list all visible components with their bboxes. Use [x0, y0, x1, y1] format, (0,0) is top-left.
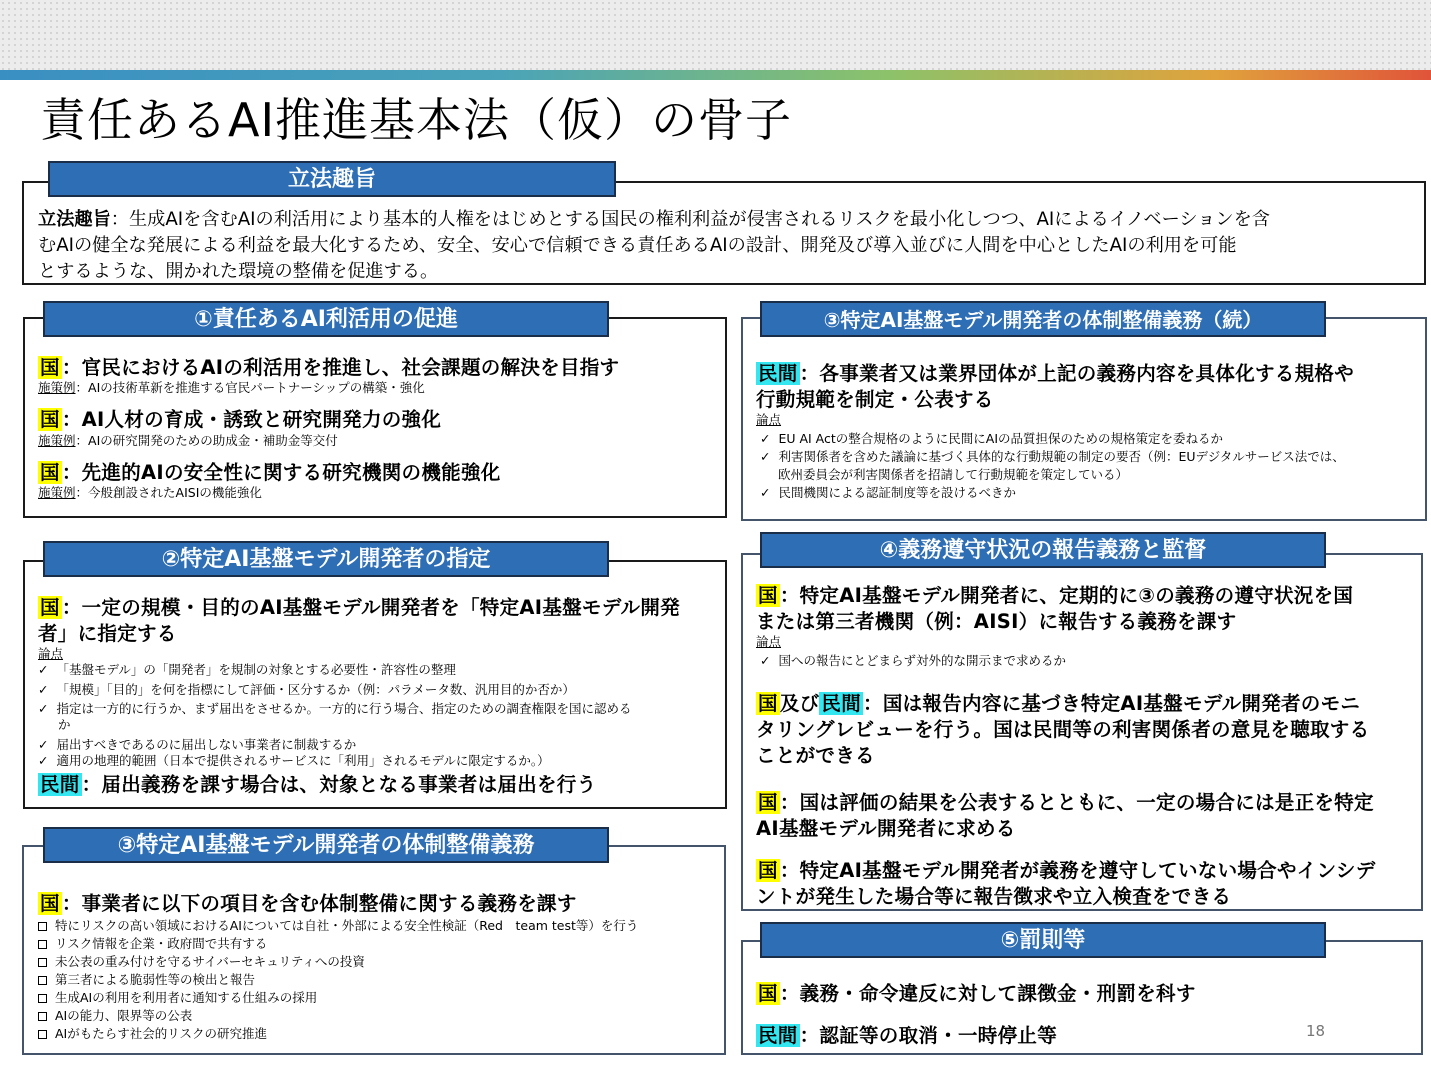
- example-label: 施策例: [38, 433, 76, 448]
- tag-minkan: 民間: [758, 362, 798, 385]
- tag-kuni: 国: [758, 692, 778, 715]
- s3c-point-3-text: 民間機関による認証制度等を設けるべきか: [778, 485, 1016, 500]
- tag-kuni: 国: [758, 859, 778, 882]
- s5-minkan-text: ：認証等の取消・一時停止等: [799, 1024, 1058, 1047]
- s3-item-4: [38, 970, 255, 988]
- s2-main-1: [38, 592, 680, 620]
- s3-item-2-text: リスク情報を企業・政府間で共有する: [55, 936, 268, 951]
- s1-example-1-text: ：AIの技術革新を推進する官民パートナーシップの構築・強化: [75, 380, 425, 395]
- check-icon: ✓: [760, 485, 771, 500]
- tag-kuni: 国: [40, 596, 60, 619]
- checkbox-icon: [38, 958, 47, 967]
- s1-item-1: [38, 352, 619, 380]
- oyobi-text: 及び: [779, 692, 820, 715]
- s3-item-6-text: AIの能力、限界等の公表: [55, 1008, 193, 1023]
- check-icon: ✓: [760, 653, 771, 668]
- s4-p3-2: AI基盤モデル開発者に求める: [756, 817, 1016, 840]
- s4-p1-point: [760, 651, 1066, 669]
- s5-kuni-text: ：義務・命令違反に対して課徴金・刑罰を科す: [779, 982, 1196, 1005]
- tag-kuni: 国: [758, 584, 778, 607]
- s2-main-2: 者」に指定する: [38, 622, 177, 645]
- header-pattern-band: [0, 0, 1431, 70]
- header-gradient-bar: [0, 70, 1431, 80]
- tag-kuni: 国: [40, 461, 60, 484]
- s3c-point-1-text: EU AI Actの整合規格のように民間にAIの品質担保のための規格策定を委ねるか: [778, 431, 1224, 446]
- s4-p4-2: ントが発生した場合等に報告徴求や立入検査をできる: [756, 885, 1232, 908]
- s3c-main-2: 行動規範を制定・公表する: [756, 388, 994, 411]
- tag-kuni: 国: [758, 982, 778, 1005]
- section-5-header: ⑤罰則等: [760, 922, 1326, 958]
- tag-kuni: 国: [758, 791, 778, 814]
- s3-item-7-text: AIがもたらす社会的リスクの研究推進: [55, 1026, 267, 1041]
- purpose-line-1: [38, 205, 1270, 231]
- s4-p3-1-text: ：国は評価の結果を公表するとともに、一定の場合には是正を特定: [779, 791, 1374, 814]
- section-2-header: ②特定AI基盤モデル開発者の指定: [43, 541, 609, 577]
- purpose-header: 立法趣旨: [48, 161, 616, 197]
- checkbox-icon: [38, 922, 47, 931]
- s3-item-3: [38, 952, 365, 970]
- section-3c-header: ③特定AI基盤モデル開発者の体制整備義務（続）: [760, 301, 1326, 337]
- s2-point-3: [38, 699, 631, 717]
- s3-item-3-text: 未公表の重み付けを守るサイバーセキュリティへの投資: [55, 954, 365, 969]
- s3-item-6: [38, 1006, 192, 1024]
- s4-p1-1: [756, 580, 1353, 608]
- s4-p4-1: [756, 855, 1376, 883]
- s2-point-3-cont: か: [58, 717, 71, 732]
- s4-p3-1: [756, 787, 1374, 815]
- s4-p1-1-text: ：特定AI基盤モデル開発者に、定期的に③の義務の遵守状況を国: [779, 584, 1354, 607]
- tag-minkan: 民間: [40, 773, 80, 796]
- s1-item-2-text: ：AI人材の育成・誘致と研究開発力の強化: [61, 408, 442, 431]
- s2-minkan: [38, 769, 596, 797]
- s1-example-2: [38, 431, 338, 449]
- s2-point-3-text: 指定は一方的に行うか、まず届出をさせるか。一方的に行う場合、指定のための調査権限を国に認める: [56, 701, 632, 716]
- s5-minkan: [756, 1020, 1057, 1048]
- s2-point-2: [38, 680, 575, 698]
- section-3-header: ③特定AI基盤モデル開発者の体制整備義務: [43, 827, 609, 863]
- purpose-line-2: むAIの健全な発展による利益を最大化するため、安全、安心で信頼できる責任あるAIの設計、開発及び導入並びに人間を中心としたAIの利用を可能: [38, 235, 1237, 256]
- s3c-point-2-text: 利害関係者を含めた議論に基づく具体的な行動規範の制定の要否（例：EUデジタルサービス法では、: [778, 449, 1345, 464]
- s3c-point-1: [760, 429, 1223, 447]
- check-icon: ✓: [38, 737, 49, 752]
- tag-kuni: 国: [40, 356, 60, 379]
- purpose-label: 立法趣旨: [38, 209, 111, 230]
- tag-kuni: 国: [40, 892, 60, 915]
- s3-item-5-text: 生成AIの利用を利用者に通知する仕組みの採用: [55, 990, 318, 1005]
- check-icon: ✓: [38, 701, 49, 716]
- s1-example-3-text: ：今般創設されたAISIの機能強化: [75, 485, 262, 500]
- s4-p2-1-text: ：国は報告内容に基づき特定AI基盤モデル開発者のモニ: [863, 692, 1361, 715]
- s2-point-5-text: 適用の地理的範囲（日本で提供されるサービスに「利用」されるモデルに限定するか。）: [56, 753, 550, 768]
- checkbox-icon: [38, 1012, 47, 1021]
- s2-minkan-text: ：届出義務を課す場合は、対象となる事業者は届出を行う: [81, 773, 597, 796]
- s1-item-2: [38, 404, 441, 432]
- s3-main: [38, 888, 577, 916]
- s3c-point-3: [760, 483, 1016, 501]
- s2-point-4-text: 届出すべきであるのに届出しない事業者に制裁するか: [56, 737, 357, 752]
- s3-item-2: [38, 934, 267, 952]
- s3-item-5: [38, 988, 317, 1006]
- s2-point-5: [38, 751, 550, 769]
- s4-p2-1: [756, 688, 1360, 716]
- s3-item-4-text: 第三者による脆弱性等の検出と報告: [55, 972, 256, 987]
- checkbox-icon: [38, 940, 47, 949]
- s3-item-1-text: 特にリスクの高い領域におけるAIについては自社・外部による安全性検証（Red team test等）を行う: [55, 918, 639, 933]
- s3c-points-label: 論点: [756, 412, 782, 427]
- s1-item-1-text: ：官民におけるAIの利活用を推進し、社会課題の解決を目指す: [61, 356, 620, 379]
- section-1-header: ①責任あるAI利活用の促進: [43, 301, 609, 337]
- s2-points-label: 論点: [38, 646, 64, 661]
- tag-minkan: 民間: [758, 1024, 798, 1047]
- s2-main-1-text: ：一定の規模・目的のAI基盤モデル開発者を「特定AI基盤モデル開発: [61, 596, 680, 619]
- s3c-point-2-cont: 欧州委員会が利害関係者を招請して行動規範を策定している）: [778, 467, 1129, 482]
- tag-kuni: 国: [40, 408, 60, 431]
- checkbox-icon: [38, 994, 47, 1003]
- s3c-main-1: [756, 358, 1354, 386]
- s5-kuni: [756, 978, 1196, 1006]
- s1-example-3: [38, 483, 262, 501]
- purpose-line-3: とするような、開かれた環境の整備を促進する。: [38, 261, 439, 282]
- s4-p2-2: タリングレビューを行う。国は民間等の利害関係者の意見を聴取する: [756, 718, 1370, 741]
- tag-minkan: 民間: [821, 692, 862, 715]
- section-4-header: ④義務遵守状況の報告義務と監督: [760, 532, 1326, 568]
- check-icon: ✓: [38, 682, 49, 697]
- check-icon: ✓: [760, 431, 771, 446]
- s4-p4-1-text: ：特定AI基盤モデル開発者が義務を遵守していない場合やインシデ: [779, 859, 1376, 882]
- s3c-main-1-text: ：各事業者又は業界団体が上記の義務内容を具体化する規格や: [799, 362, 1355, 385]
- s1-item-3: [38, 457, 501, 485]
- s3-main-text: ：事業者に以下の項目を含む体制整備に関する義務を課す: [61, 892, 577, 915]
- s3-item-7: [38, 1024, 267, 1042]
- s4-p1-point-text: 国への報告にとどまらず対外的な開示まで求めるか: [778, 653, 1066, 668]
- s3c-point-2: [760, 447, 1345, 465]
- checkbox-icon: [38, 976, 47, 985]
- check-icon: ✓: [38, 662, 49, 677]
- s4-p2-3: ことができる: [756, 744, 875, 767]
- s2-point-1-text: 「基盤モデル」の「開発者」を規制の対象とする必要性・許容性の整理: [56, 662, 456, 677]
- check-icon: ✓: [38, 753, 49, 768]
- example-label: 施策例: [38, 380, 76, 395]
- page-number: 18: [1306, 1022, 1326, 1040]
- s4-p1-2: または第三者機関（例：AISI）に報告する義務を課す: [756, 610, 1237, 633]
- s2-point-2-text: 「規模」「目的」を何を指標にして評価・区分するか（例：パラメータ数、汎用目的か否か）: [56, 682, 575, 697]
- s4-points-label: 論点: [756, 634, 782, 649]
- s1-example-2-text: ：AIの研究開発のための助成金・補助金等交付: [75, 433, 338, 448]
- s2-point-1: [38, 660, 456, 678]
- check-icon: ✓: [760, 449, 771, 464]
- purpose-text-1: ：生成AIを含むAIの利活用により基本的人権をはじめとする国民の権利利益が侵害されるリスクを最小化しつつ、AIによるイノベーションを含: [110, 209, 1270, 230]
- checkbox-icon: [38, 1030, 47, 1039]
- s3-item-1: [38, 916, 638, 934]
- s1-item-3-text: ：先進的AIの安全性に関する研究機関の機能強化: [61, 461, 501, 484]
- page-title: 責任あるAI推進基本法（仮）の骨子: [40, 93, 793, 147]
- s1-example-1: [38, 378, 425, 396]
- example-label: 施策例: [38, 485, 76, 500]
